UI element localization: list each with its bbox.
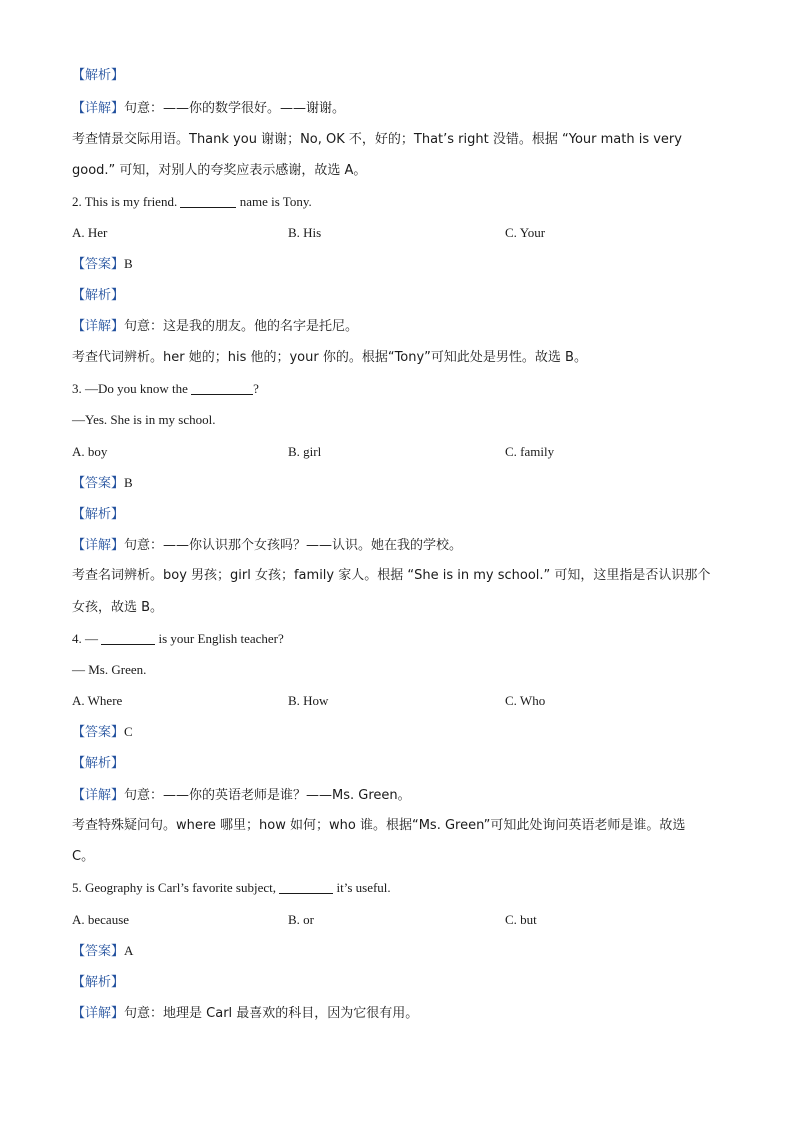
- question-stem: 2. This is my friend. name is Tony.: [72, 194, 312, 209]
- analysis-heading: 【解析】: [72, 68, 125, 83]
- option-b: B. or: [288, 912, 314, 927]
- option-a: A. boy: [72, 444, 108, 459]
- analysis-heading: 【解析】: [72, 507, 125, 522]
- detail-line: 【详解】句意：——你的数学很好。——谢谢。: [72, 101, 346, 116]
- explanation-line: good.” 可知，对别人的夸奖应表示感谢，故选 A。: [72, 163, 367, 178]
- detail-line: 【详解】句意：地理是 Carl 最喜欢的科目，因为它很有用。: [72, 1006, 419, 1021]
- dialogue-reply: —Yes. She is in my school.: [72, 412, 216, 427]
- explanation-line: 考查情景交际用语。Thank you 谢谢；No, OK 不，好的；That’s right 没错。根据 “Your math is very: [72, 132, 682, 147]
- analysis-heading: 【解析】: [72, 975, 125, 990]
- answer-blank: [180, 195, 236, 208]
- option-a: A. Where: [72, 693, 123, 708]
- option-c: C. family: [505, 444, 555, 459]
- option-c: C. Who: [505, 693, 546, 708]
- answer-blank: [279, 881, 333, 894]
- explanation-line: 女孩，故选 B。: [72, 600, 164, 615]
- option-a: A. because: [72, 912, 130, 927]
- explanation-line: 考查代词辨析。her 她的；his 他的；your 你的。根据“Tony”可知此处是男性。故选 B。: [72, 350, 587, 365]
- answer-blank: [191, 382, 253, 395]
- answer-line: 【答案】B: [72, 256, 133, 272]
- detail-line: 【详解】句意：——你认识那个女孩吗？——认识。她在我的学校。: [72, 538, 463, 553]
- analysis-heading: 【解析】: [72, 288, 125, 303]
- explanation-line: 考查名词辨析。boy 男孩；girl 女孩；family 家人。根据 “She is in my school.” 可知，这里指是否认识那个: [72, 568, 711, 583]
- explanation-line: 考查特殊疑问句。where 哪里；how 如何；who 谁。根据“Ms. Green”可知此处询问英语老师是谁。故选: [72, 818, 686, 833]
- detail-line: 【详解】句意：——你的英语老师是谁？——Ms. Green。: [72, 788, 411, 803]
- answer-line: 【答案】B: [72, 475, 133, 491]
- answer-line: 【答案】C: [72, 724, 133, 740]
- analysis-heading: 【解析】: [72, 756, 125, 771]
- option-b: B. girl: [288, 444, 322, 459]
- option-c: C. Your: [505, 225, 546, 240]
- detail-line: 【详解】句意：这是我的朋友。他的名字是托尼。: [72, 319, 359, 334]
- option-a: A. Her: [72, 225, 108, 240]
- question-stem: 4. — is your English teacher?: [72, 631, 284, 646]
- answer-line: 【答案】A: [72, 943, 134, 959]
- explanation-line: C。: [72, 849, 95, 864]
- question-stem: 3. —Do you know the ?: [72, 381, 259, 396]
- option-b: B. How: [288, 693, 329, 708]
- question-stem: 5. Geography is Carl’s favorite subject, it’s useful.: [72, 880, 391, 895]
- option-c: C. but: [505, 912, 537, 927]
- answer-blank: [101, 632, 155, 645]
- option-b: B. His: [288, 225, 322, 240]
- dialogue-reply: — Ms. Green.: [72, 662, 147, 677]
